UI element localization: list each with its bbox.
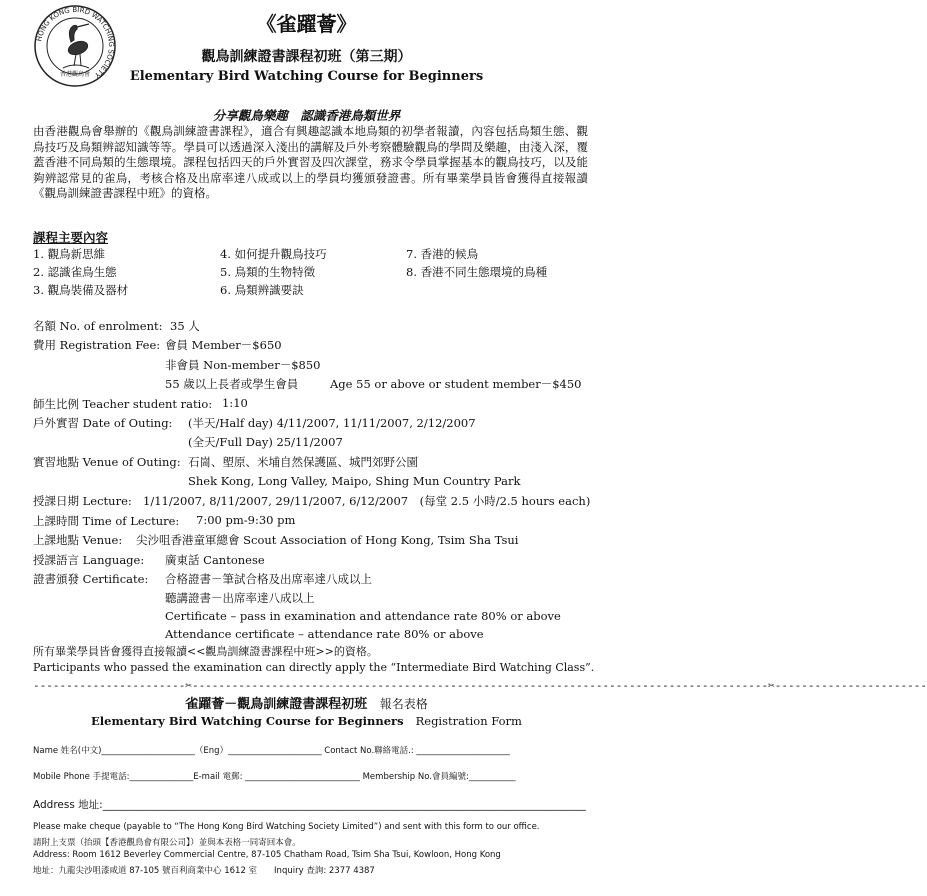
- venue-outing-zh: 石崗、塱原、米埔自然保護區、城門郊野公園: [188, 455, 418, 469]
- form-title-en-suffix: Registration Form: [415, 714, 522, 728]
- venue-value: 尖沙咀香港童軍總會 Scout Association of Hong Kong, Tsim Sha Tsui: [136, 533, 519, 547]
- time-value: 7:00 pm-9:30 pm: [196, 513, 296, 527]
- venue-label: 上課地點 Venue:: [33, 533, 123, 547]
- footer-address-en: Address: Room 1612 Beverley Commercial Centre, 87-105 Chatham Road, Tsim Sha Tsui, Kowloon, Hong Kong: [33, 850, 501, 860]
- fee-label: 費用 Registration Fee:: [33, 338, 161, 352]
- mobile-email-field[interactable]: Mobile Phone 手提電話:_______________E-mail 電郵: ___________________________ Membership No.會員編號:___________: [33, 772, 516, 782]
- contents-heading: 課程主要內容: [33, 230, 109, 245]
- outing-label: 戶外實習 Date of Outing:: [33, 416, 173, 430]
- enrolment-value: 35 人: [170, 319, 200, 333]
- tagline: 分享觀鳥樂趣 認識香港鳥類世界: [212, 108, 401, 123]
- page-title: 《雀躍薈》: [256, 12, 357, 36]
- venue-outing-label: 實習地點 Venue of Outing:: [33, 455, 181, 469]
- language-value: 廣東話 Cantonese: [165, 553, 265, 567]
- note-zh: 所有畢業學員皆會獲得直接報讀<<觀鳥訓練證書課程中班>>的資格。: [33, 645, 378, 658]
- footer-cheque-zh: 請附上支票（抬頭【香港觀鳥會有限公司】）並與本表格一同寄回本會。: [33, 838, 301, 848]
- content-item: 6. 鳥類辨識要訣: [220, 283, 304, 297]
- content-item: 4. 如何提升觀鳥技巧: [220, 247, 327, 261]
- certificate-pass-zh: 合格證書－筆試合格及出席率達八成以上: [165, 572, 372, 586]
- ratio-value: 1:10: [222, 396, 248, 410]
- logo-chinese-text: 香港觀鳥會: [59, 71, 91, 78]
- fee-senior-zh: 55 歲以上長者或學生會員: [165, 377, 299, 391]
- certificate-label: 證書頒發 Certificate:: [33, 572, 149, 586]
- lecture-label: 授課日期 Lecture:: [33, 494, 132, 508]
- form-title-zh-suffix: 報名表格: [379, 697, 428, 711]
- fee-member: 會員 Member－$650: [165, 338, 282, 352]
- address-field[interactable]: Address 地址:____________________________________________________________________________________________: [33, 799, 586, 811]
- course-title-en: Elementary Bird Watching Course for Beginners: [129, 69, 484, 84]
- course-title-zh: 觀鳥訓練證書課程初班（第三期）: [201, 49, 412, 65]
- enrolment-label: 名額 No. of enrolment:: [33, 319, 163, 333]
- fee-senior-en: Age 55 or above or student member－$450: [330, 377, 582, 391]
- certificate-pass-en: Certificate – pass in examination and attendance rate 80% or above: [165, 609, 561, 623]
- footer-cheque-en: Please make cheque (payable to “The Hong Kong Bird Watching Society Limited”) and sent with this form to our office.: [33, 822, 540, 832]
- form-title-en: [0, 714, 613, 728]
- outing-half-day: (半天/Half day) 4/11/2007, 11/11/2007, 2/12/2007: [188, 416, 476, 430]
- outing-full-day: (全天/Full Day) 25/11/2007: [188, 435, 343, 449]
- ratio-label: 師生比例 Teacher student ratio:: [33, 397, 213, 411]
- certificate-attend-en: Attendance certificate – attendance rate 80% or above: [165, 627, 484, 641]
- name-field[interactable]: Name 姓名(中文)______________________（Eng）______________________ Contact No.聯絡電話.: ______________________: [33, 746, 510, 756]
- certificate-attend-zh: 聽講證書－出席率達八成以上: [165, 591, 315, 605]
- language-label: 授課語言 Language:: [33, 553, 145, 567]
- cut-line: -----------------------✂---------------------------------------------------------------------------------------✂-----------------------: [33, 679, 927, 692]
- note-en: Participants who passed the examination can directly apply the “Intermediate Bird Watching Class”.: [33, 661, 595, 674]
- venue-outing-en: Shek Kong, Long Valley, Maipo, Shing Mun Country Park: [188, 474, 521, 488]
- content-item: 3. 觀鳥裝備及器材: [33, 283, 129, 297]
- content-item: 7. 香港的候鳥: [406, 247, 479, 261]
- content-item: 1. 觀鳥新思維: [33, 247, 106, 261]
- footer-address-zh: 地址：九龍尖沙咀漆咸道 87-105 號百利商業中心 1612 室 Inquiry 查詢: 2377 4387: [33, 866, 375, 876]
- time-label: 上課時間 Time of Lecture:: [33, 514, 180, 528]
- content-item: 8. 香港不同生態環境的鳥種: [406, 265, 548, 279]
- lecture-dates: 1/11/2007, 8/11/2007, 29/11/2007, 6/12/2007 (每堂 2.5 小時/2.5 hours each): [143, 494, 591, 508]
- form-title-zh-text: 雀躍薈－觀鳥訓練證書課程初班: [185, 697, 368, 712]
- form-title-en-text: Elementary Bird Watching Course for Beginners: [91, 714, 404, 728]
- content-item: 2. 認識雀鳥生態: [33, 265, 117, 279]
- form-title-zh: [0, 693, 613, 712]
- intro-paragraph: 由香港觀鳥會舉辦的《觀鳥訓練證書課程》，適合有興趣認識本地鳥類的初學者報讀，內容包括鳥類生態、觀鳥技巧及鳥類辨認知識等等。學員可以透過深入淺出的講解及戶外考察體驗觀鳥的學問及樂趣，由淺入深，覆蓋香港不同鳥類的生態環境。課程包括四天的戶外實習及四次課堂，務求令學員掌握基本的觀鳥技巧，以及能夠辨認常見的雀鳥，考核合格及出席率達八成或以上的學員均獲頒發證書。所有畢業學員皆會獲得直接報讀《觀鳥訓練證書課程中班》的資格。: [33, 124, 588, 200]
- content-item: 5. 鳥類的生物特徵: [220, 265, 316, 279]
- logo-ring-text: HONG KONG BIRD WATCHING SOCIETY: [35, 5, 116, 79]
- fee-nonmember: 非會員 Non-member－$850: [165, 358, 321, 372]
